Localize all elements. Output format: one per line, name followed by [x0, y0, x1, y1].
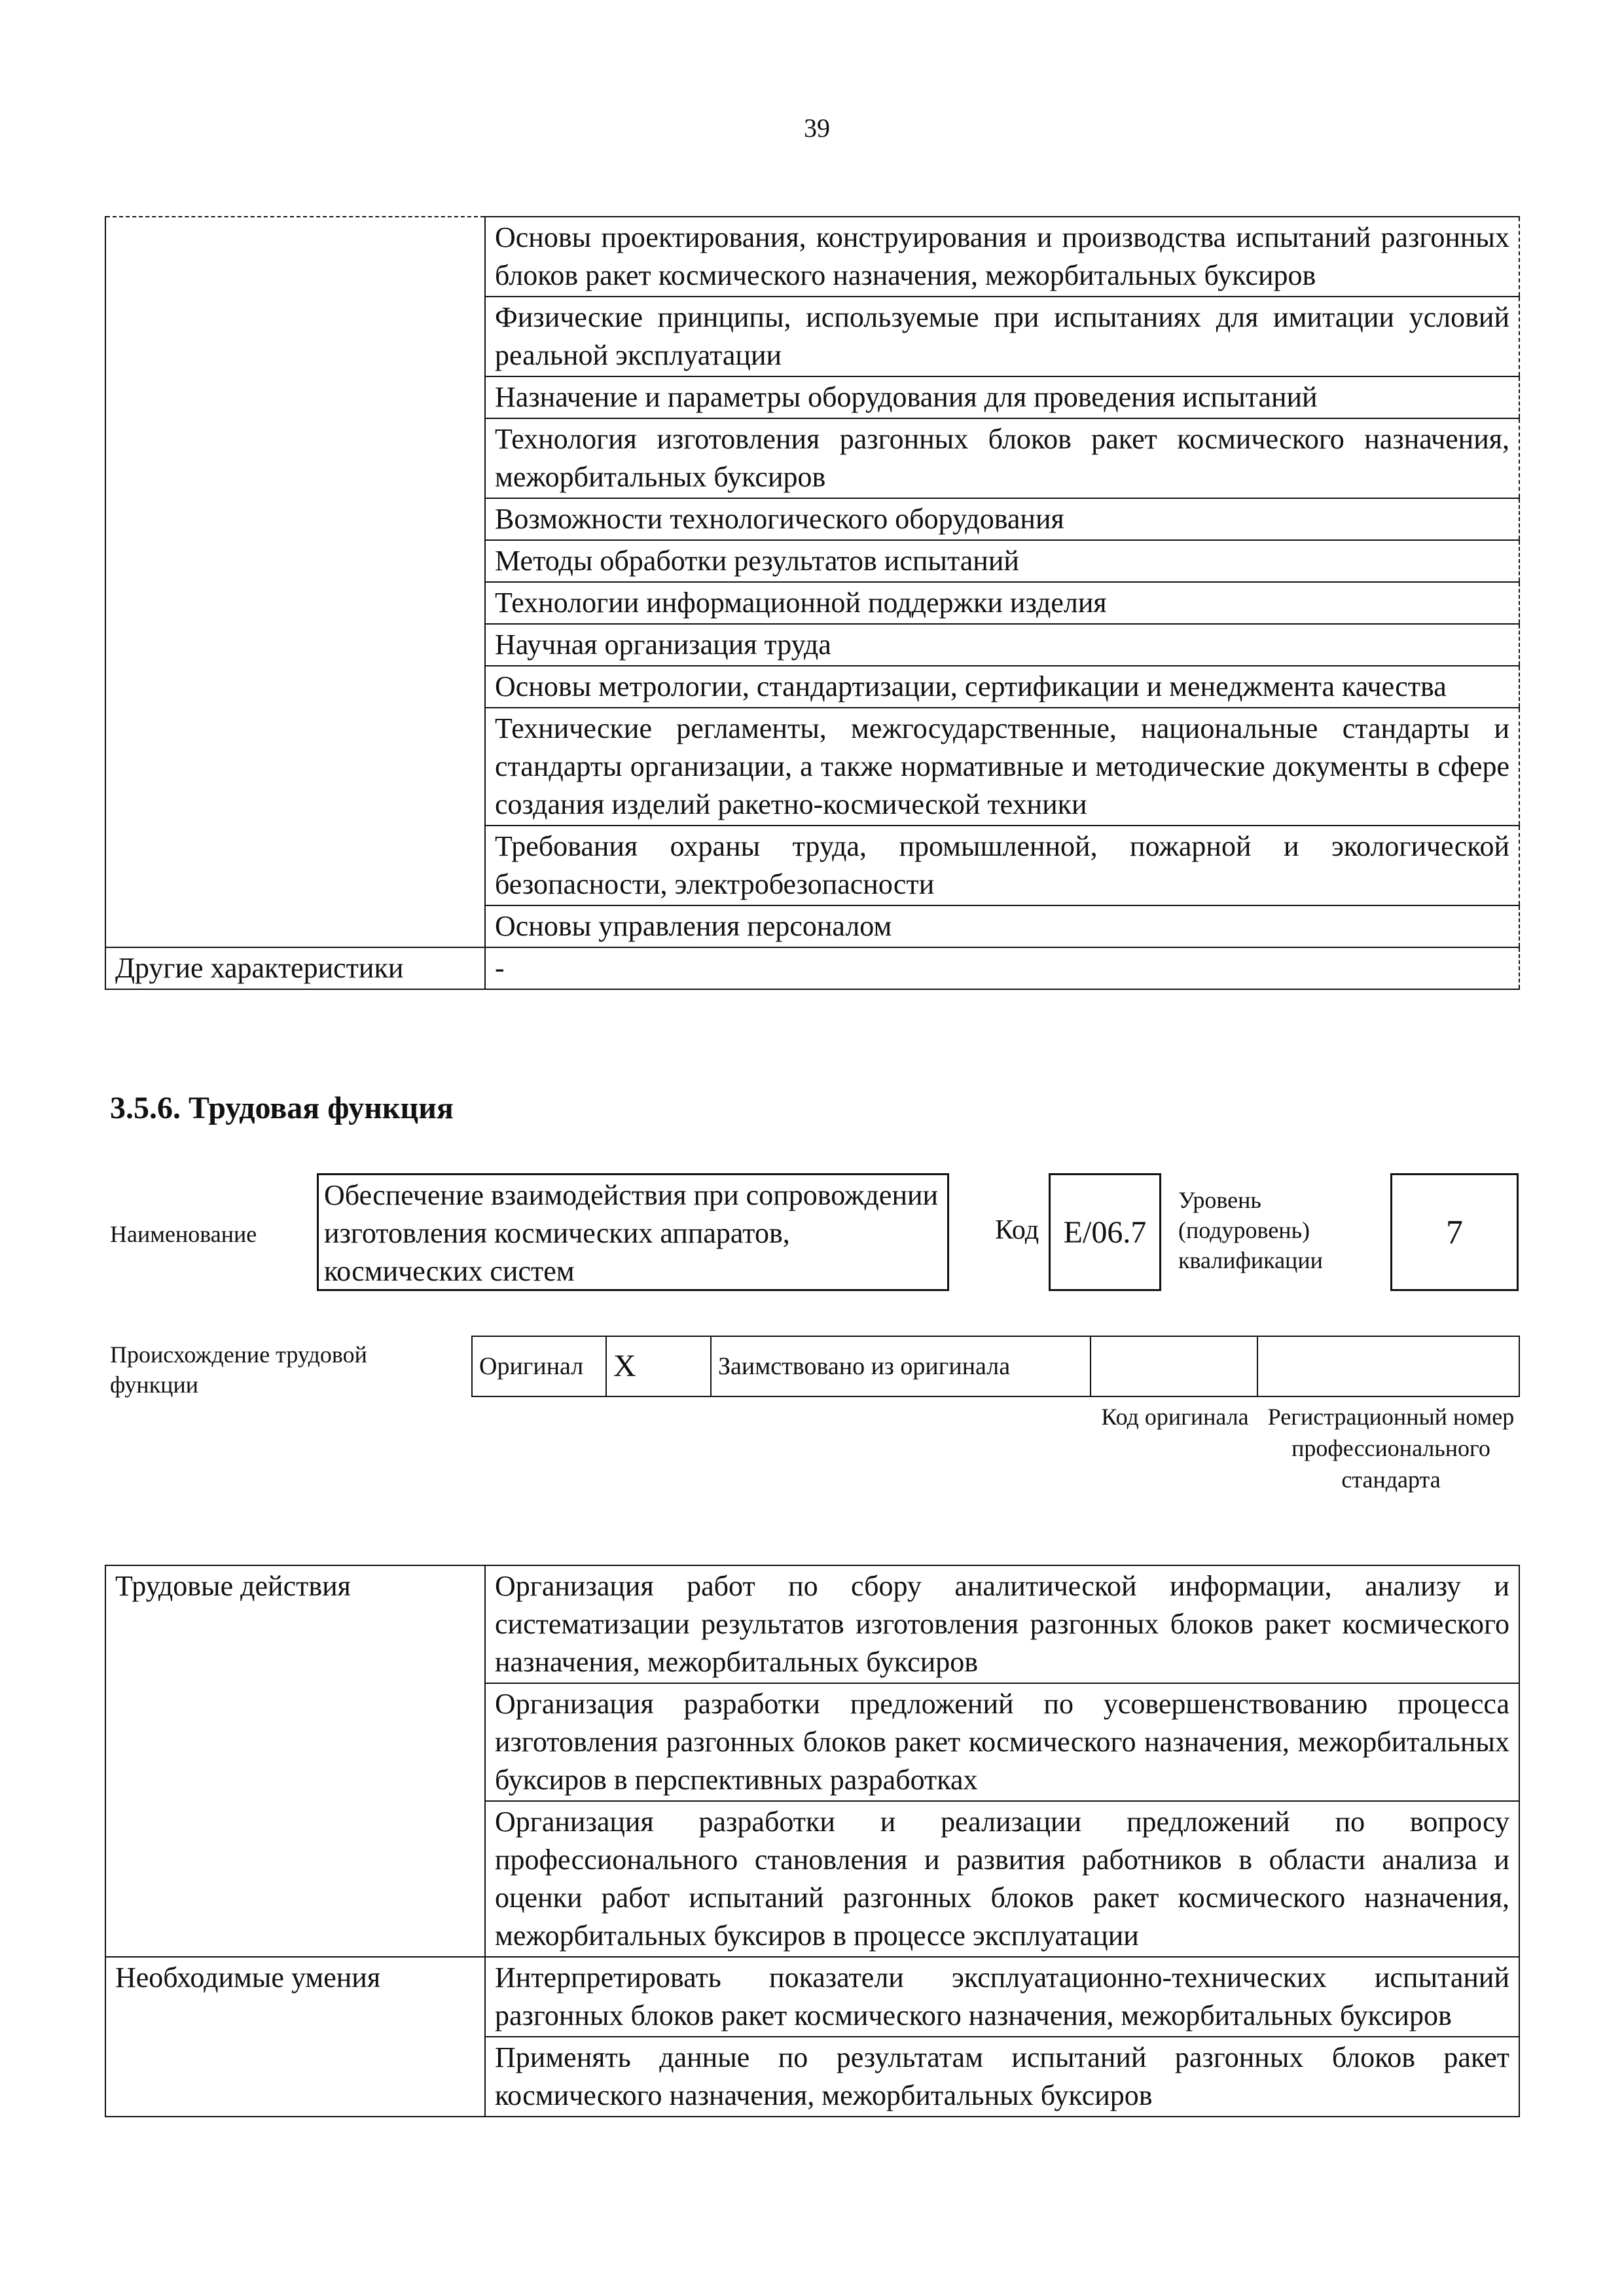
knowledge-item: Научная организация труда	[485, 624, 1519, 666]
knowledge-item: Основы метрологии, стандартизации, сертификации и менеджмента качества	[485, 666, 1519, 708]
labor-actions-label: Трудовые действия	[105, 1565, 485, 1957]
knowledge-item: Требования охраны труда, промышленной, пожарной и экологической безопасности, электробезопасности	[485, 826, 1519, 905]
code-label: Код	[995, 1215, 1039, 1245]
knowledge-label-cell	[105, 217, 485, 947]
function-name-box: Обеспечение взаимодействия при сопровождении изготовления космических аппаратов, космических систем	[317, 1173, 949, 1291]
labor-action-item: Организация разработки предложений по усовершенствованию процесса изготовления разгонных блоков ракет космического назначения, межорбитальных буксиров в перспективных разработках	[485, 1683, 1519, 1801]
registration-number-cell	[1257, 1336, 1519, 1396]
knowledge-item: Назначение и параметры оборудования для проведения испытаний	[485, 376, 1519, 418]
borrowed-cell: Заимствовано из оригинала	[711, 1336, 1091, 1396]
knowledge-item: Технические регламенты, межгосударственные, национальные стандарты и стандарты организации, а также нормативные и методические документы в сфере создания изделий ракетно-космической техники	[485, 708, 1519, 826]
qualification-level-box: 7	[1390, 1173, 1519, 1291]
skills-label: Необходимые умения	[105, 1957, 485, 2117]
labor-action-item: Организация работ по сбору аналитической информации, анализу и систематизации результатов изготовления разгонных блоков ракет космического назначения, межорбитальных буксиров	[485, 1565, 1519, 1683]
table-row	[105, 947, 1519, 989]
knowledge-item: Возможности технологического оборудования	[485, 498, 1519, 540]
knowledge-item: Основы проектирования, конструирования и производства испытаний разгонных блоков ракет космического назначения, межорбитальных буксиров	[485, 217, 1519, 297]
original-code-cell	[1091, 1336, 1257, 1396]
section-heading: 3.5.6. Трудовая функция	[110, 1091, 454, 1125]
other-characteristics-value: -	[485, 947, 1519, 989]
skill-item: Интерпретировать показатели эксплуатационно-технических испытаний разгонных блоков ракет космического назначения, межорбитальных буксиров	[485, 1957, 1519, 2037]
table-row	[105, 217, 1519, 297]
name-label: Наименование	[110, 1221, 257, 1247]
origin-label: Происхождение трудовой функции	[110, 1341, 367, 1398]
table-row	[472, 1336, 1519, 1396]
table-row	[105, 1565, 1519, 1683]
knowledge-item: Технология изготовления разгонных блоков ракет космического назначения, межорбитальных буксиров	[485, 418, 1519, 498]
registration-number-caption: Регистрационный номер профессионального стандарта	[1267, 1404, 1515, 1493]
knowledge-item: Технологии информационной поддержки изделия	[485, 582, 1519, 624]
labor-action-item: Организация разработки и реализации предложений по вопросу профессионального становления и развития работников в области анализа и оценки работ испытаний разгонных блоков ракет космического назначения, межорбитальных буксиров в процессе эксплуатации	[485, 1801, 1519, 1957]
knowledge-item: Основы управления персоналом	[485, 905, 1519, 947]
knowledge-item: Методы обработки результатов испытаний	[485, 540, 1519, 582]
other-characteristics-label: Другие характеристики	[105, 947, 485, 989]
original-mark-cell: X	[606, 1336, 711, 1396]
skill-item: Применять данные по результатам испытаний разгонных блоков ракет космического назначения, межорбитальных буксиров	[485, 2037, 1519, 2117]
original-cell: Оригинал	[472, 1336, 606, 1396]
table-row	[105, 1957, 1519, 2037]
level-label: Уровень (подуровень) квалификации	[1178, 1187, 1323, 1273]
origin-table	[471, 1336, 1520, 1397]
actions-table	[105, 1565, 1520, 2117]
original-code-caption: Код оригинала	[1101, 1404, 1249, 1430]
knowledge-item: Физические принципы, используемые при испытаниях для имитации условий реальной эксплуатации	[485, 297, 1519, 376]
function-code-box: E/06.7	[1049, 1173, 1161, 1291]
page-number: 39	[804, 113, 830, 143]
knowledge-table	[105, 216, 1520, 990]
